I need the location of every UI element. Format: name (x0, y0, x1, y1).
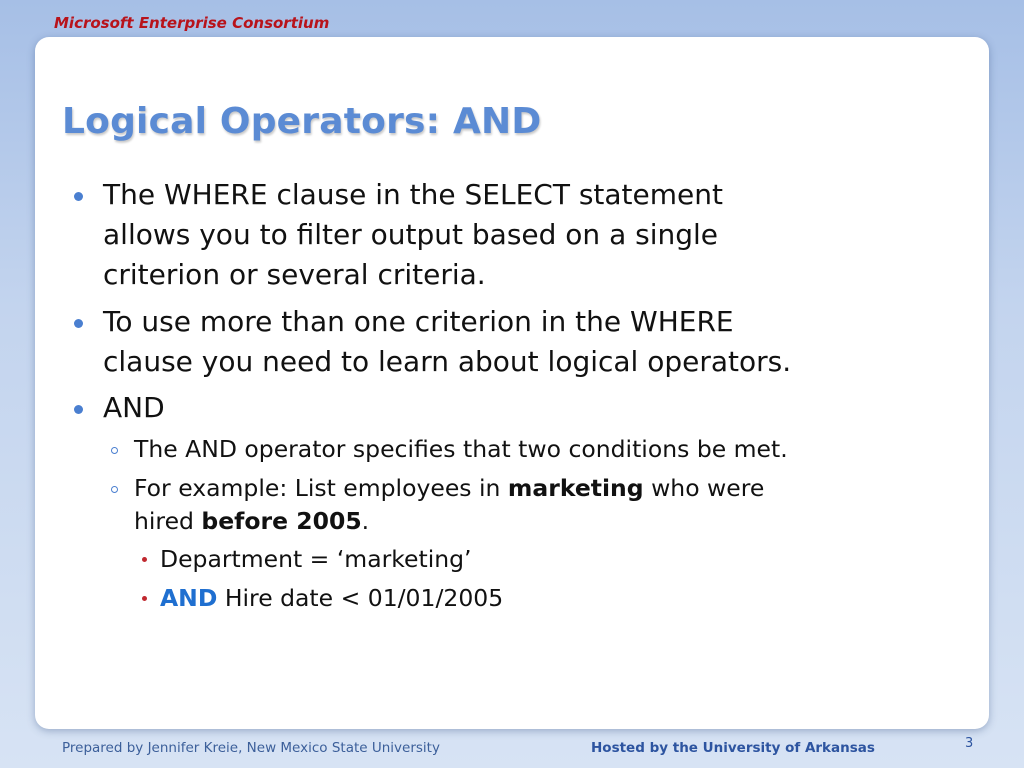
sub-sub-bullet-dot-icon (142, 557, 147, 562)
condition-hire-date (160, 582, 503, 614)
bullet-1-line-2: allows you to filter output based on a single (103, 218, 719, 251)
sub-bullet-ring-icon (111, 447, 118, 454)
example-text-pre: For example: List employees in (134, 474, 508, 502)
consortium-brand: Microsoft Enterprise Consortium (54, 14, 330, 32)
example-hired-pre: hired (134, 507, 202, 535)
bullet-3-text: AND (103, 391, 165, 424)
sub-sub-bullet-dot-icon (142, 596, 147, 601)
page-number: 3 (965, 736, 974, 751)
bullet-1-line-1: The WHERE clause in the SELECT statement (103, 178, 723, 211)
bullet-dot-icon (74, 405, 83, 414)
bullet-1-line-3: criterion or several criteria. (103, 258, 486, 291)
bullet-2-line-1: To use more than one criterion in the WHERE (103, 305, 734, 338)
footer-hosted-by: Hosted by the University of Arkansas (591, 740, 875, 756)
slide-title: Logical Operators: AND (62, 101, 542, 142)
sub-bullet-2-line-1 (134, 471, 764, 506)
example-period: . (361, 507, 370, 535)
example-text-post: who were (643, 474, 765, 502)
example-bold-before-2005: before 2005 (201, 507, 362, 535)
example-bold-marketing: marketing (507, 474, 644, 502)
condition-hire-date-rest: Hire date < 01/01/2005 (217, 584, 504, 612)
and-keyword: AND (160, 584, 218, 612)
sub-bullet-1-text: The AND operator specifies that two conditions be met. (134, 435, 788, 463)
sub-bullet-2-line-2 (134, 504, 369, 539)
footer-prepared-by: Prepared by Jennifer Kreie, New Mexico State University (62, 740, 440, 756)
bullet-dot-icon (74, 319, 83, 328)
sub-bullet-ring-icon (111, 486, 118, 493)
condition-department: Department = ‘marketing’ (160, 545, 472, 573)
bullet-2-line-2: clause you need to learn about logical operators. (103, 345, 792, 378)
bullet-dot-icon (74, 192, 83, 201)
